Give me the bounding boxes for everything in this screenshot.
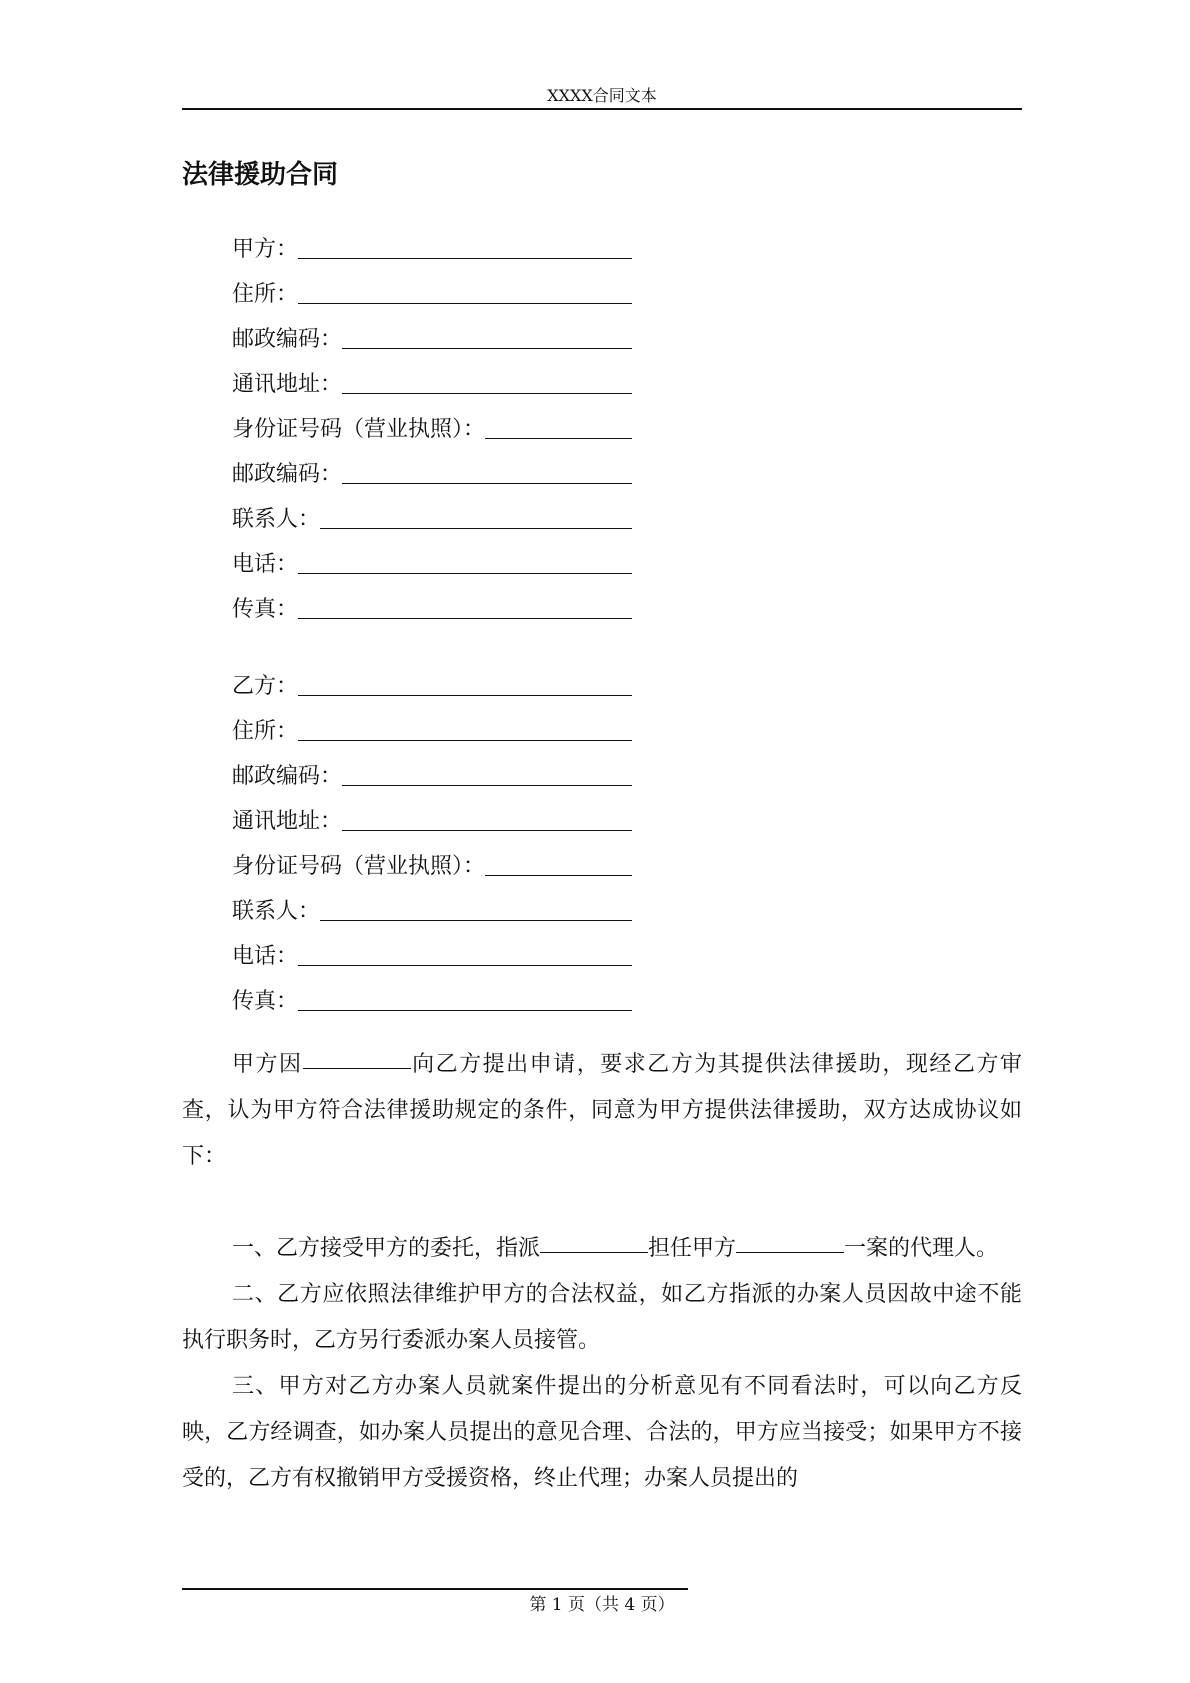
party-b-contact-field[interactable] xyxy=(232,882,632,927)
page-header: XXXX合同文本 xyxy=(547,86,657,105)
field-label: 通讯地址： xyxy=(232,809,343,834)
fill-in-line[interactable] xyxy=(298,1010,632,1011)
fill-in-line[interactable] xyxy=(298,303,632,304)
party-a-id-number-field[interactable] xyxy=(232,400,632,445)
fill-in-line[interactable] xyxy=(298,965,632,966)
fill-in-line[interactable] xyxy=(298,258,632,259)
document-title: 法律援助合同 xyxy=(182,160,339,190)
field-label: 身份证号码（营业执照）： xyxy=(232,417,486,442)
party-b-name-field[interactable] xyxy=(232,657,632,702)
party-b-phone-field[interactable] xyxy=(232,927,632,972)
party-b-info xyxy=(232,657,632,1017)
field-label: 身份证号码（营业执照）： xyxy=(232,854,486,879)
fill-in-line[interactable] xyxy=(320,528,632,529)
party-a-name-field[interactable] xyxy=(232,220,632,265)
party-b-id-number-field[interactable] xyxy=(232,837,632,882)
clause-2: 二、乙方应依照法律维护甲方的合法权益，如乙方指派的办案人员因故中途不能执行职务时，乙方另行委派办案人员接管。 xyxy=(182,1282,1022,1353)
party-a-mailing-address-field[interactable] xyxy=(232,355,632,400)
header-rule xyxy=(182,108,1022,110)
field-label: 乙方： xyxy=(232,674,299,699)
party-b-fax-field[interactable] xyxy=(232,972,632,1017)
clause-1-text-b: 担任甲方 xyxy=(648,1236,737,1261)
fill-in-line[interactable] xyxy=(485,438,632,439)
party-a-info xyxy=(232,220,632,625)
party-b-postcode-field[interactable] xyxy=(232,747,632,792)
assignee-blank[interactable] xyxy=(540,1252,648,1253)
party-a-phone-field[interactable] xyxy=(232,535,632,580)
party-a-fax-field[interactable] xyxy=(232,580,632,625)
clauses-section xyxy=(182,1226,1022,1502)
fill-in-line[interactable] xyxy=(485,875,632,876)
fill-in-line[interactable] xyxy=(320,920,632,921)
intro-text-rest: 向乙方提出申请，要求乙方为其提供法律援助，现经乙方审查，认为甲方符合法律援助规定的条件，同意为甲方提供法律援助，双方达成协议如下： xyxy=(182,1052,1022,1169)
page-number: 第 1 页（共 4 页） xyxy=(529,1595,675,1615)
field-label: 住所： xyxy=(232,719,299,744)
field-label: 通讯地址： xyxy=(232,372,343,397)
fill-in-line[interactable] xyxy=(342,785,632,786)
field-label: 甲方： xyxy=(232,237,299,262)
field-label: 邮政编码： xyxy=(232,764,343,789)
intro-text-start: 甲方因 xyxy=(232,1052,303,1077)
fill-in-line[interactable] xyxy=(298,695,632,696)
fill-in-line[interactable] xyxy=(342,393,632,394)
clause-1-text-c: 一案的代理人。 xyxy=(844,1236,999,1261)
case-blank[interactable] xyxy=(736,1252,844,1253)
field-label: 邮政编码： xyxy=(232,327,343,352)
party-b-address-field[interactable] xyxy=(232,702,632,747)
fill-in-line[interactable] xyxy=(298,618,632,619)
field-label: 传真： xyxy=(232,597,299,622)
party-a-postcode-field[interactable] xyxy=(232,310,632,355)
party-b-mailing-address-field[interactable] xyxy=(232,792,632,837)
fill-in-line[interactable] xyxy=(342,348,632,349)
intro-paragraph xyxy=(182,1042,1022,1180)
fill-in-line[interactable] xyxy=(298,573,632,574)
clause-1-text-a: 一、乙方接受甲方的委托，指派 xyxy=(232,1236,541,1261)
clause-1 xyxy=(182,1226,1022,1272)
party-a-contact-field[interactable] xyxy=(232,490,632,535)
footer-rule xyxy=(182,1588,688,1590)
reason-blank[interactable] xyxy=(303,1068,411,1069)
field-label: 联系人： xyxy=(232,899,321,924)
field-label: 住所： xyxy=(232,282,299,307)
fill-in-line[interactable] xyxy=(342,483,632,484)
field-label: 邮政编码： xyxy=(232,462,343,487)
party-a-postcode-field[interactable] xyxy=(232,445,632,490)
intro-section xyxy=(182,1042,1022,1180)
fill-in-line[interactable] xyxy=(298,740,632,741)
field-label: 联系人： xyxy=(232,507,321,532)
field-label: 电话： xyxy=(232,944,299,969)
fill-in-line[interactable] xyxy=(342,830,632,831)
clause-3: 三、甲方对乙方办案人员就案件提出的分析意见有不同看法时，可以向乙方反映，乙方经调查，如办案人员提出的意见合理、合法的，甲方应当接受；如果甲方不接受的，乙方有权撤销甲方受援资格，终止代理；办案人员提出的 xyxy=(182,1374,1022,1491)
field-label: 电话： xyxy=(232,552,299,577)
field-label: 传真： xyxy=(232,989,299,1014)
party-a-address-field[interactable] xyxy=(232,265,632,310)
